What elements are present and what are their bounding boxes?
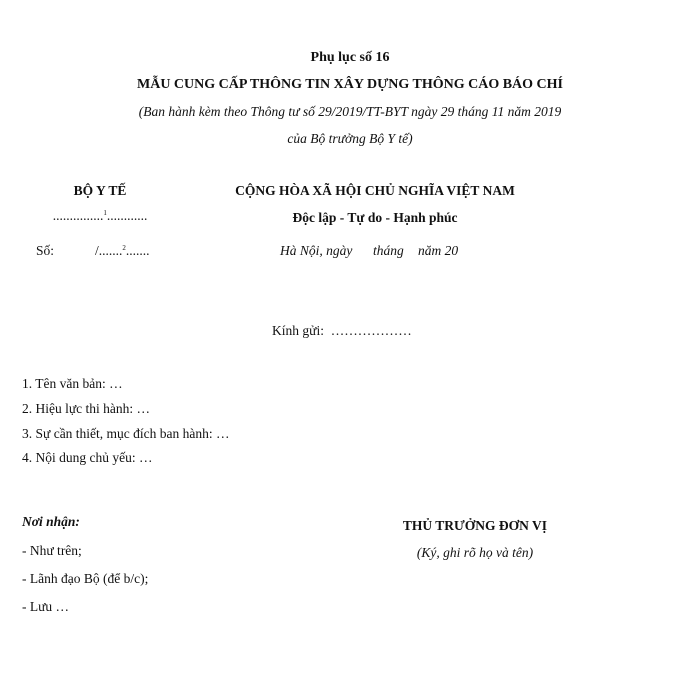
footnote-marker: 1	[103, 209, 107, 217]
issued-note-line-2: của Bộ trưởng Bộ Y tế)	[287, 131, 413, 146]
recipient-label: Kính gửi:	[272, 323, 324, 338]
document-number-label: Số:	[36, 243, 55, 258]
receiver-item: - Như trên;	[22, 543, 82, 558]
date-place: Hà Nội, ngày	[280, 243, 353, 258]
national-motto: Độc lập - Tự do - Hạnh phúc	[292, 210, 458, 225]
receiver-item: - Lãnh đạo Bộ (để b/c);	[22, 571, 149, 586]
content-item: 4. Nội dung chủ yếu: …	[22, 450, 153, 465]
recipient-placeholder: ………………	[330, 323, 412, 338]
country-name: CỘNG HÒA XÃ HỘI CHỦ NGHĨA VIỆT NAM	[235, 183, 515, 198]
ministry-name: BỘ Y TẾ	[73, 183, 127, 198]
issued-note-line-1: (Ban hành kèm theo Thông tư số 29/2019/TT-BYT ngày 29 tháng 11 năm 2019	[138, 104, 562, 119]
receivers-label: Nơi nhận:	[22, 514, 80, 529]
content-item: 1. Tên văn bản: …	[22, 376, 123, 391]
date-year: năm 20	[418, 243, 459, 258]
receiver-item: - Lưu …	[22, 599, 70, 614]
document-number-placeholder: /.......$^2$.......	[95, 243, 150, 258]
content-item: 3. Sự cần thiết, mục đích ban hành: …	[22, 426, 230, 441]
unit-name-placeholder: ...............$^1$............	[52, 208, 148, 223]
signer-title: THỦ TRƯỞNG ĐƠN VỊ	[402, 518, 548, 533]
content-item: 2. Hiệu lực thi hành: …	[22, 401, 151, 416]
document-title: MẪU CUNG CẤP THÔNG TIN XÂY DỰNG THÔNG CÁO BÁO CHÍ	[137, 77, 563, 92]
date-month: tháng	[373, 243, 404, 258]
recipient-line	[272, 323, 412, 339]
appendix-number: Phụ lục số 16	[310, 50, 390, 65]
signer-note: (Ký, ghi rõ họ và tên)	[416, 545, 534, 560]
footnote-marker: 2	[122, 244, 126, 252]
